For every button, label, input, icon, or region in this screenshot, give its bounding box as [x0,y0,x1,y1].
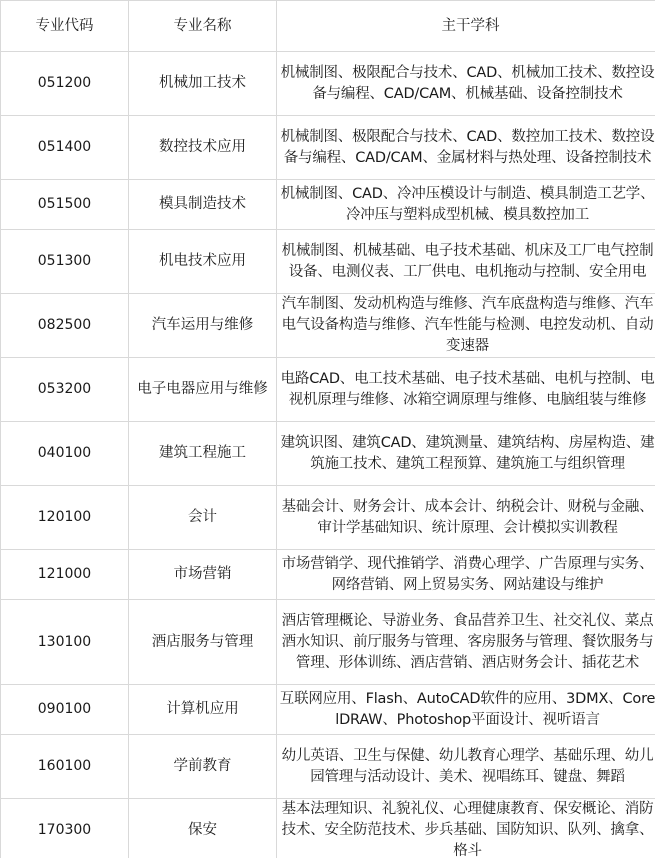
major-subjects: 基础会计、财务会计、成本会计、纳税会计、财税与金融、审计学基础知识、统计原理、会计模拟实训教程 [281,498,654,536]
major-name: 数控技术应用 [129,116,277,180]
table-row [1,52,655,116]
major-name: 电子电器应用与维修 [129,358,277,422]
major-subjects: 基本法理知识、礼貌礼仪、心理健康教育、保安概论、消防技术、安全防范技术、步兵基础、国防知识、队列、擒拿、格斗 [281,801,654,858]
major-name: 模具制造技术 [129,180,277,230]
major-name: 建筑工程施工 [129,422,277,486]
major-subjects: 互联网应用、Flash、AutoCAD软件的应用、3DMX、CorelDRAW、Photoshop平面设计、视听语言 [279,690,655,728]
table-row [1,799,655,858]
major-code: 051500 [1,180,129,230]
table-row [1,600,655,685]
major-code: 051400 [1,116,129,180]
major-name: 市场营销 [129,550,277,600]
header-row [1,1,655,52]
major-subjects: 酒店管理概论、导游业务、食品营养卫生、社交礼仪、菜点酒水知识、前厅服务与管理、客房服务与管理、餐饮服务与管理、形体训练、酒店营销、酒店财务会计、插花艺术 [281,612,654,671]
major-name: 汽车运用与维修 [129,294,277,358]
table-row [1,550,655,600]
table-row [1,116,655,180]
table-row [1,685,655,735]
major-subjects: 机械制图、CAD、冷冲压模设计与制造、模具制造工艺学、冷冲压与塑料成型机械、模具数控加工 [280,185,655,223]
table-row [1,230,655,294]
major-code: 040100 [1,422,129,486]
major-code: 120100 [1,486,129,550]
major-name: 会计 [129,486,277,550]
major-code: 090100 [1,685,129,735]
major-subjects: 电路CAD、电工技术基础、电子技术基础、电机与控制、电视机原理与维修、冰箱空调原理与维修、电脑组装与维修 [280,370,655,408]
major-code: 082500 [1,294,129,358]
major-code: 170300 [1,799,129,858]
header-subjects: 主干学科 [277,1,655,52]
major-name: 计算机应用 [129,685,277,735]
major-name: 保安 [129,799,277,858]
table-row [1,180,655,230]
major-name: 机械加工技术 [129,52,277,116]
major-subjects: 汽车制图、发动机构造与维修、汽车底盘构造与维修、汽车电气设备构造与维修、汽车性能与检测、电控发动机、自动变速器 [281,296,654,354]
major-subjects: 幼儿英语、卫生与保健、幼儿教育心理学、基础乐理、幼儿园管理与活动设计、美术、视唱练耳、键盘、舞蹈 [281,747,654,785]
table-row [1,358,655,422]
major-code: 051200 [1,52,129,116]
major-code: 053200 [1,358,129,422]
table-row [1,422,655,486]
major-subjects: 机械制图、极限配合与技术、CAD、数控加工技术、数控设备与编程、CAD/CAM、金属材料与热处理、设备控制技术 [280,128,655,166]
major-code: 130100 [1,600,129,685]
major-subjects: 机械制图、极限配合与技术、CAD、机械加工技术、数控设备与编程、CAD/CAM、机械基础、设备控制技术 [280,64,655,102]
major-name: 学前教育 [129,735,277,799]
table-row [1,735,655,799]
header-code: 专业代码 [1,1,129,52]
major-subjects: 市场营销学、现代推销学、消费心理学、广告原理与实务、网络营销、网上贸易实务、网站建设与维护 [281,555,654,593]
major-subjects: 建筑识图、建筑CAD、建筑测量、建筑结构、房屋构造、建筑施工技术、建筑工程预算、建筑施工与组织管理 [280,434,655,472]
header-name: 专业名称 [129,1,277,52]
major-code: 051300 [1,230,129,294]
table-row [1,294,655,358]
major-subjects: 机械制图、机械基础、电子技术基础、机床及工厂电气控制设备、电测仪表、工厂供电、电机拖动与控制、安全用电 [281,242,654,280]
table-row [1,486,655,550]
major-code: 121000 [1,550,129,600]
major-name: 机电技术应用 [129,230,277,294]
major-code: 160100 [1,735,129,799]
major-name: 酒店服务与管理 [129,600,277,685]
